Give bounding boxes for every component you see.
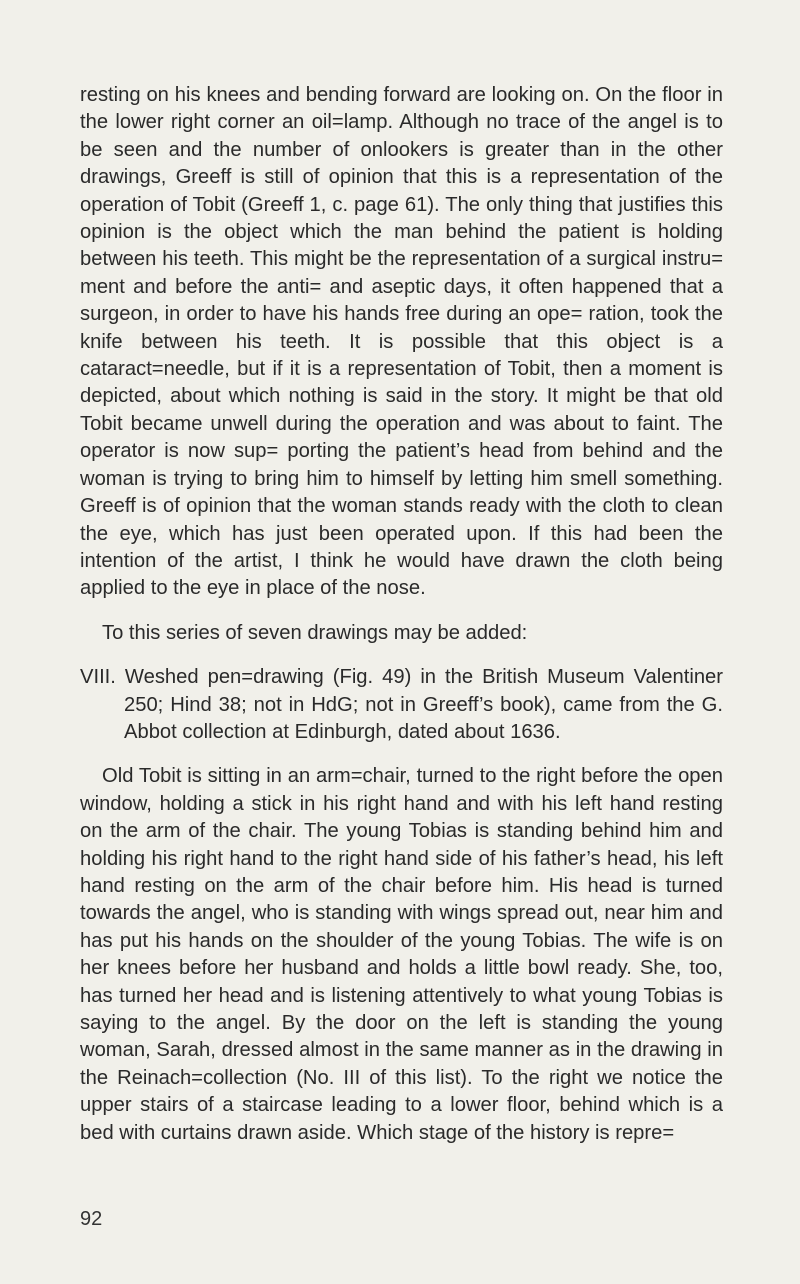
page-number: 92 (80, 1208, 103, 1230)
paragraph-4: Old Tobit is sitting in an arm=chair, turned to the right before the open window, holding a stick in his right hand and with his left hand resting on the arm of the chair. The young Tobias is standing behind him and holding his right hand to the right hand side of his father’s head, his left hand resting on the arm of the chair before him. His head is turned towards the angel, who is standing with wings spread out, near him and has put his hands on the shoulder of the young Tobias. The wife is on her knees before her husband and holds a little bowl ready. She, too, has turned her head and is listening attentively to what young Tobias is saying to the angel. By the door on the left is standing the young woman, Sarah, dressed almost in the same manner as in the drawing in the Reinach=collection (No. III of this list). To the right we notice the upper stairs of a staircase leading to a lower floor, behind which is a bed with curtains drawn aside. Which stage of the history is repre= (80, 765, 723, 1144)
paragraph-1: resting on his knees and bending forward are looking on. On the floor in the lower right corner an oil=lamp. Although no trace of the angel is to be seen and the number of onlookers is greater than in the other drawings, Greeff is still of opinion that this is a representation of the operation of Tobit (Greeff 1, c. page 61). The only thing that justifies this opinion is the object which the man behind the patient is holding between his teeth. This might be the representation of a surgical instru= ment and before the anti= and aseptic days, it often happened that a surgeon, in order to have his hands free during an ope= ration, took the knife between his teeth. It is possible that this object is a cataract=needle, but if it is a representation of Tobit, then a moment is depicted, about which nothing is said in the story. It might be that old Tobit became unwell during the operation and was about to faint. The operator is now sup= porting the patient’s head from behind and the woman is trying to bring him to himself by letting him smell something. Greeff is of opinion that the woman stands ready with the cloth to clean the eye, which has just been operated upon. If this had been the intention of the artist, I think he would have drawn the cloth being applied to the eye in place of the nose. (80, 84, 723, 600)
text-body (80, 82, 723, 1147)
paragraph-2: To this series of seven drawings may be added: (102, 621, 528, 644)
paragraph-3-catalogue-entry: VIII. Weshed pen=drawing (Fig. 49) in the British Museum Valentiner 250; Hind 38; not in HdG; not in Greeff’s book), came from the G. Abbot collection at Edinburgh, dated about 1636. (80, 666, 723, 743)
